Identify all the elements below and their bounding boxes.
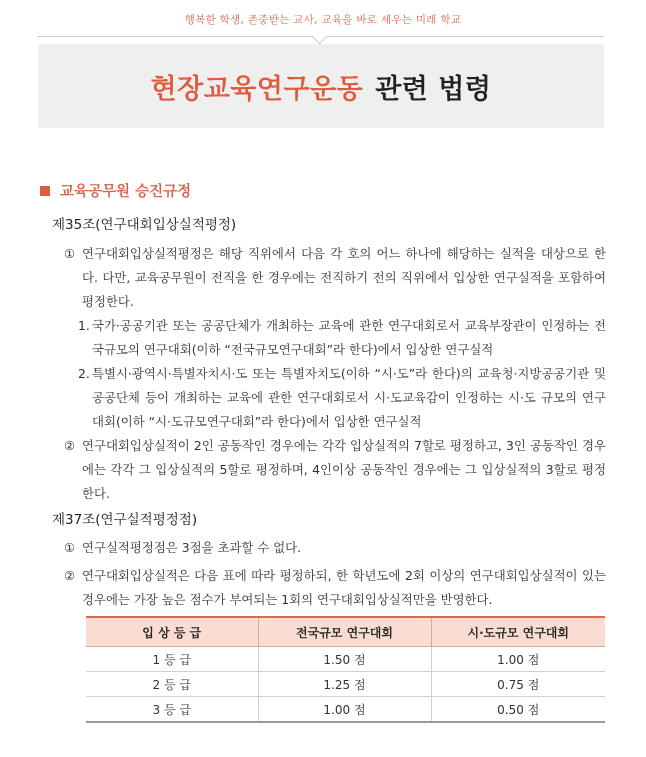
table-row [86, 697, 605, 723]
header-notch [312, 29, 328, 45]
table-cell: 0.50 점 [431, 697, 605, 723]
circled-number-1: ① [64, 246, 76, 261]
article-35-heading: 제35조(연구대회입상실적평정) [52, 217, 237, 233]
article-35-paragraph-1-text: 연구대회입상실적평정은 해당 직위에서 다음 각 호의 어느 하나에 해당하는 실적을 대상으로 한다. 다만, 교육공무원이 전직을 한 경우에는 전직하기 전의 직위에서 입상한 연구실적을 포함하여 평정한다. [82, 246, 606, 309]
article-37-paragraph-2-text: 연구대회입상실적은 다음 표에 따라 평정하되, 한 학년도에 2회 이상의 연구대회입상실적이 있는 경우에는 가장 높은 점수가 부여되는 1회의 연구대회입상실적만을 반영한다. [82, 568, 606, 607]
header-tagline: 행복한 학생, 존중받는 교사, 교육을 바로 세우는 미래 학교 [184, 14, 462, 26]
article-37-heading: 제37조(연구실적평정점) [52, 512, 198, 528]
table-cell: 1.50 점 [258, 647, 431, 672]
table-cell: 1 등 급 [86, 647, 258, 672]
table-row [86, 672, 605, 697]
item-number-2: 2. [78, 366, 90, 381]
circled-number-1: ① [64, 540, 76, 555]
section-heading [40, 180, 191, 201]
table-header-cell: 전국규모 연구대회 [258, 617, 431, 647]
grade-score-table [86, 616, 605, 723]
table-cell: 1.00 점 [431, 647, 605, 672]
article-35-item-1 [78, 314, 606, 362]
table-row [86, 647, 605, 672]
article-35-item-1-text: 국가·공공기관 또는 공공단체가 개최하는 교육에 관한 연구대회로서 교육부장관이 인정하는 전국규모의 연구대회(이하 “전국규모연구대회”라 한다)에서 입상한 연구실적 [92, 318, 606, 357]
article-35-item-2 [78, 362, 606, 434]
article-35-paragraph-1 [64, 242, 606, 314]
table-cell: 1.00 점 [258, 697, 431, 723]
section-heading-text: 교육공무원 승진규정 [60, 184, 192, 200]
article-35-paragraph-2-text: 연구대회입상실적이 2인 공동작인 경우에는 각각 입상실적의 7할로 평정하고, 3인 공동작인 경우에는 각각 그 입상실적의 5할로 평정하며, 4인이상 공동작인 경우에는 그 입상실적의 3할로 평정한다. [82, 438, 606, 501]
table-cell: 3 등 급 [86, 697, 258, 723]
circled-number-2: ② [64, 568, 76, 583]
page-title-rest: 관련 법령 [375, 73, 492, 105]
article-37-paragraph-1 [64, 536, 606, 560]
item-number-1: 1. [78, 318, 90, 333]
table-cell: 0.75 점 [431, 672, 605, 697]
article-37-paragraph-2 [64, 564, 606, 612]
article-35-item-2-text: 특별시·광역시·특별자치시·도 또는 특별자치도(이하 “시·도”라 한다)의 교육청·지방공공기관 및 공공단체 등이 개최하는 교육에 관한 연구대회로서 시·도교육감이 인정하는 시·도 규모의 연구대회(이하 “시·도규모연구대회”라 한다)에서 입상한 연구실적 [92, 366, 606, 429]
table-header-cell: 입 상 등 급 [86, 617, 258, 647]
table-header-cell: 시·도규모 연구대회 [431, 617, 605, 647]
table-cell: 1.25 점 [258, 672, 431, 697]
circled-number-2: ② [64, 438, 76, 453]
article-37-paragraph-1-text: 연구실적평정점은 3점을 초과할 수 없다. [82, 540, 302, 555]
table-header-row [86, 617, 605, 647]
table-cell: 2 등 급 [86, 672, 258, 697]
square-bullet-icon [40, 186, 50, 196]
page-title-accent: 현장교육연구운동 [150, 73, 364, 105]
page-title-banner [38, 44, 604, 128]
article-35-paragraph-2 [64, 434, 606, 506]
